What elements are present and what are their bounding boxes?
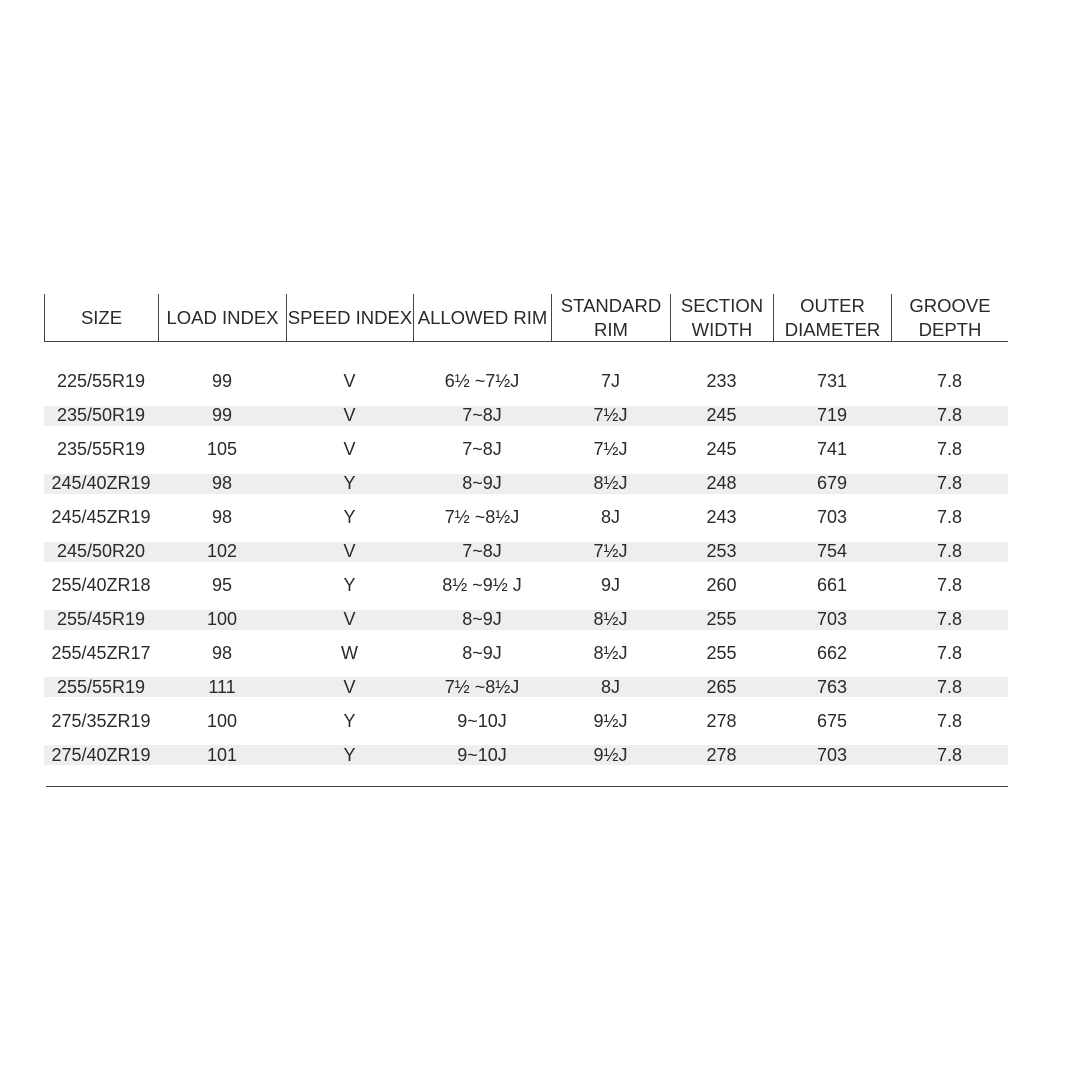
cell-allowed-rim: 6½ ~7½J — [444, 371, 520, 392]
cell-allowed-rim: 7½ ~8½J — [444, 676, 520, 697]
table-header-row — [44, 294, 1008, 342]
cell-allowed-rim: 7~8J — [462, 405, 502, 426]
cell-groove-depth: 7.8 — [936, 744, 963, 765]
cell-allowed-rim: 8½ ~9½ J — [442, 575, 522, 596]
table-row — [44, 569, 1008, 603]
header-speed-index: SPEED INDEX — [286, 294, 413, 341]
cell-load-index: 98 — [211, 473, 233, 494]
cell-outer-diameter: 703 — [816, 609, 848, 630]
cell-section-width: 265 — [706, 676, 737, 697]
cell-size: 235/50R19 — [56, 405, 146, 426]
cell-size: 255/55R19 — [56, 676, 146, 697]
cell-outer-diameter: 675 — [816, 710, 848, 731]
table-row — [44, 406, 1008, 426]
cell-allowed-rim: 7~8J — [462, 439, 502, 460]
cell-speed-index: Y — [343, 744, 356, 765]
cell-load-index: 99 — [211, 405, 233, 426]
cell-outer-diameter: 661 — [816, 575, 848, 596]
table-row — [44, 433, 1008, 467]
cell-size: 245/40ZR19 — [51, 473, 151, 494]
cell-speed-index: V — [343, 541, 356, 562]
cell-speed-index: V — [343, 609, 356, 630]
header-outer-diameter: OUTER DIAMETER — [773, 294, 891, 341]
cell-allowed-rim: 8~9J — [462, 473, 502, 494]
cell-allowed-rim: 7½ ~8½J — [444, 507, 520, 528]
cell-load-index: 95 — [211, 575, 233, 596]
cell-standard-rim: 9½J — [593, 710, 628, 731]
cell-standard-rim: 8J — [600, 676, 620, 697]
cell-groove-depth: 7.8 — [936, 541, 963, 562]
cell-allowed-rim: 7~8J — [462, 541, 502, 562]
cell-section-width: 255 — [706, 609, 737, 630]
cell-allowed-rim: 9~10J — [457, 710, 507, 731]
cell-speed-index: Y — [343, 710, 356, 731]
cell-standard-rim: 7½J — [593, 405, 628, 426]
cell-speed-index: V — [343, 676, 356, 697]
cell-section-width: 255 — [706, 643, 737, 663]
table-row — [44, 542, 1008, 562]
cell-section-width: 243 — [706, 507, 737, 528]
cell-groove-depth: 7.8 — [936, 439, 963, 460]
cell-load-index: 98 — [211, 643, 233, 663]
cell-groove-depth: 7.8 — [936, 473, 963, 494]
cell-outer-diameter: 703 — [816, 744, 848, 765]
cell-load-index: 100 — [206, 609, 238, 630]
cell-load-index: 100 — [206, 710, 238, 731]
cell-speed-index: Y — [343, 473, 356, 494]
cell-outer-diameter: 719 — [816, 405, 848, 426]
cell-standard-rim: 9½J — [593, 744, 628, 765]
table-row — [44, 501, 1008, 535]
cell-size: 255/45ZR17 — [51, 643, 151, 663]
cell-load-index: 101 — [206, 744, 238, 765]
cell-groove-depth: 7.8 — [936, 643, 963, 663]
cell-section-width: 245 — [706, 439, 737, 460]
cell-standard-rim: 7½J — [593, 439, 628, 460]
header-groove-depth: GROOVE DEPTH — [891, 294, 1008, 341]
table-bottom-rule — [46, 786, 1008, 787]
table-row — [44, 610, 1008, 630]
header-standard-rim: STANDARD RIM — [551, 294, 670, 341]
cell-size: 275/35ZR19 — [51, 710, 151, 731]
table-row — [44, 474, 1008, 494]
cell-size: 275/40ZR19 — [51, 744, 151, 765]
cell-size: 245/50R20 — [56, 541, 146, 562]
cell-outer-diameter: 763 — [816, 676, 848, 697]
cell-section-width: 245 — [706, 405, 737, 426]
cell-groove-depth: 7.8 — [936, 507, 963, 528]
cell-section-width: 278 — [706, 744, 737, 765]
cell-load-index: 99 — [211, 371, 233, 392]
cell-size: 245/45ZR19 — [51, 507, 151, 528]
cell-speed-index: Y — [343, 507, 356, 528]
cell-standard-rim: 7½J — [593, 541, 628, 562]
table-row — [44, 745, 1008, 765]
table-row — [44, 365, 1008, 399]
cell-allowed-rim: 8~9J — [462, 609, 502, 630]
cell-groove-depth: 7.8 — [936, 710, 963, 731]
cell-load-index: 102 — [206, 541, 238, 562]
header-load-index: LOAD INDEX — [158, 294, 286, 341]
cell-outer-diameter: 731 — [816, 371, 848, 392]
cell-speed-index: V — [343, 371, 356, 392]
cell-groove-depth: 7.8 — [936, 609, 963, 630]
cell-standard-rim: 7J — [600, 371, 620, 392]
cell-outer-diameter: 679 — [816, 473, 848, 494]
table-row — [44, 677, 1008, 697]
cell-standard-rim: 9J — [600, 575, 620, 596]
cell-groove-depth: 7.8 — [936, 405, 963, 426]
cell-standard-rim: 8½J — [593, 473, 628, 494]
cell-size: 235/55R19 — [56, 439, 146, 460]
cell-standard-rim: 8J — [600, 507, 620, 528]
cell-size: 255/40ZR18 — [51, 575, 151, 596]
cell-section-width: 253 — [706, 541, 737, 562]
header-section-width: SECTION WIDTH — [670, 294, 773, 341]
table-body — [44, 365, 1008, 765]
cell-groove-depth: 7.8 — [936, 676, 963, 697]
cell-load-index: 111 — [208, 676, 236, 697]
cell-section-width: 248 — [706, 473, 737, 494]
cell-outer-diameter: 703 — [816, 507, 848, 528]
cell-section-width: 260 — [706, 575, 737, 596]
cell-section-width: 278 — [706, 710, 737, 731]
cell-load-index: 98 — [211, 507, 233, 528]
cell-groove-depth: 7.8 — [936, 575, 963, 596]
cell-speed-index: Y — [343, 575, 356, 596]
header-size: SIZE — [44, 294, 158, 341]
table-row — [44, 637, 1008, 671]
cell-section-width: 233 — [706, 371, 737, 392]
cell-standard-rim: 8½J — [593, 643, 628, 663]
cell-speed-index: V — [343, 405, 356, 426]
cell-speed-index: W — [341, 643, 358, 663]
cell-size: 225/55R19 — [56, 371, 146, 392]
cell-standard-rim: 8½J — [593, 609, 628, 630]
cell-outer-diameter: 754 — [816, 541, 848, 562]
tire-size-table — [44, 294, 1008, 772]
cell-groove-depth: 7.8 — [936, 371, 963, 392]
table-row — [44, 704, 1008, 738]
cell-outer-diameter: 662 — [816, 643, 848, 663]
header-allowed-rim: ALLOWED RIM — [413, 294, 551, 341]
cell-size: 255/45R19 — [56, 609, 146, 630]
cell-load-index: 105 — [206, 439, 238, 460]
cell-allowed-rim: 9~10J — [457, 744, 507, 765]
cell-speed-index: V — [343, 439, 356, 460]
cell-outer-diameter: 741 — [816, 439, 848, 460]
cell-allowed-rim: 8~9J — [462, 643, 502, 663]
